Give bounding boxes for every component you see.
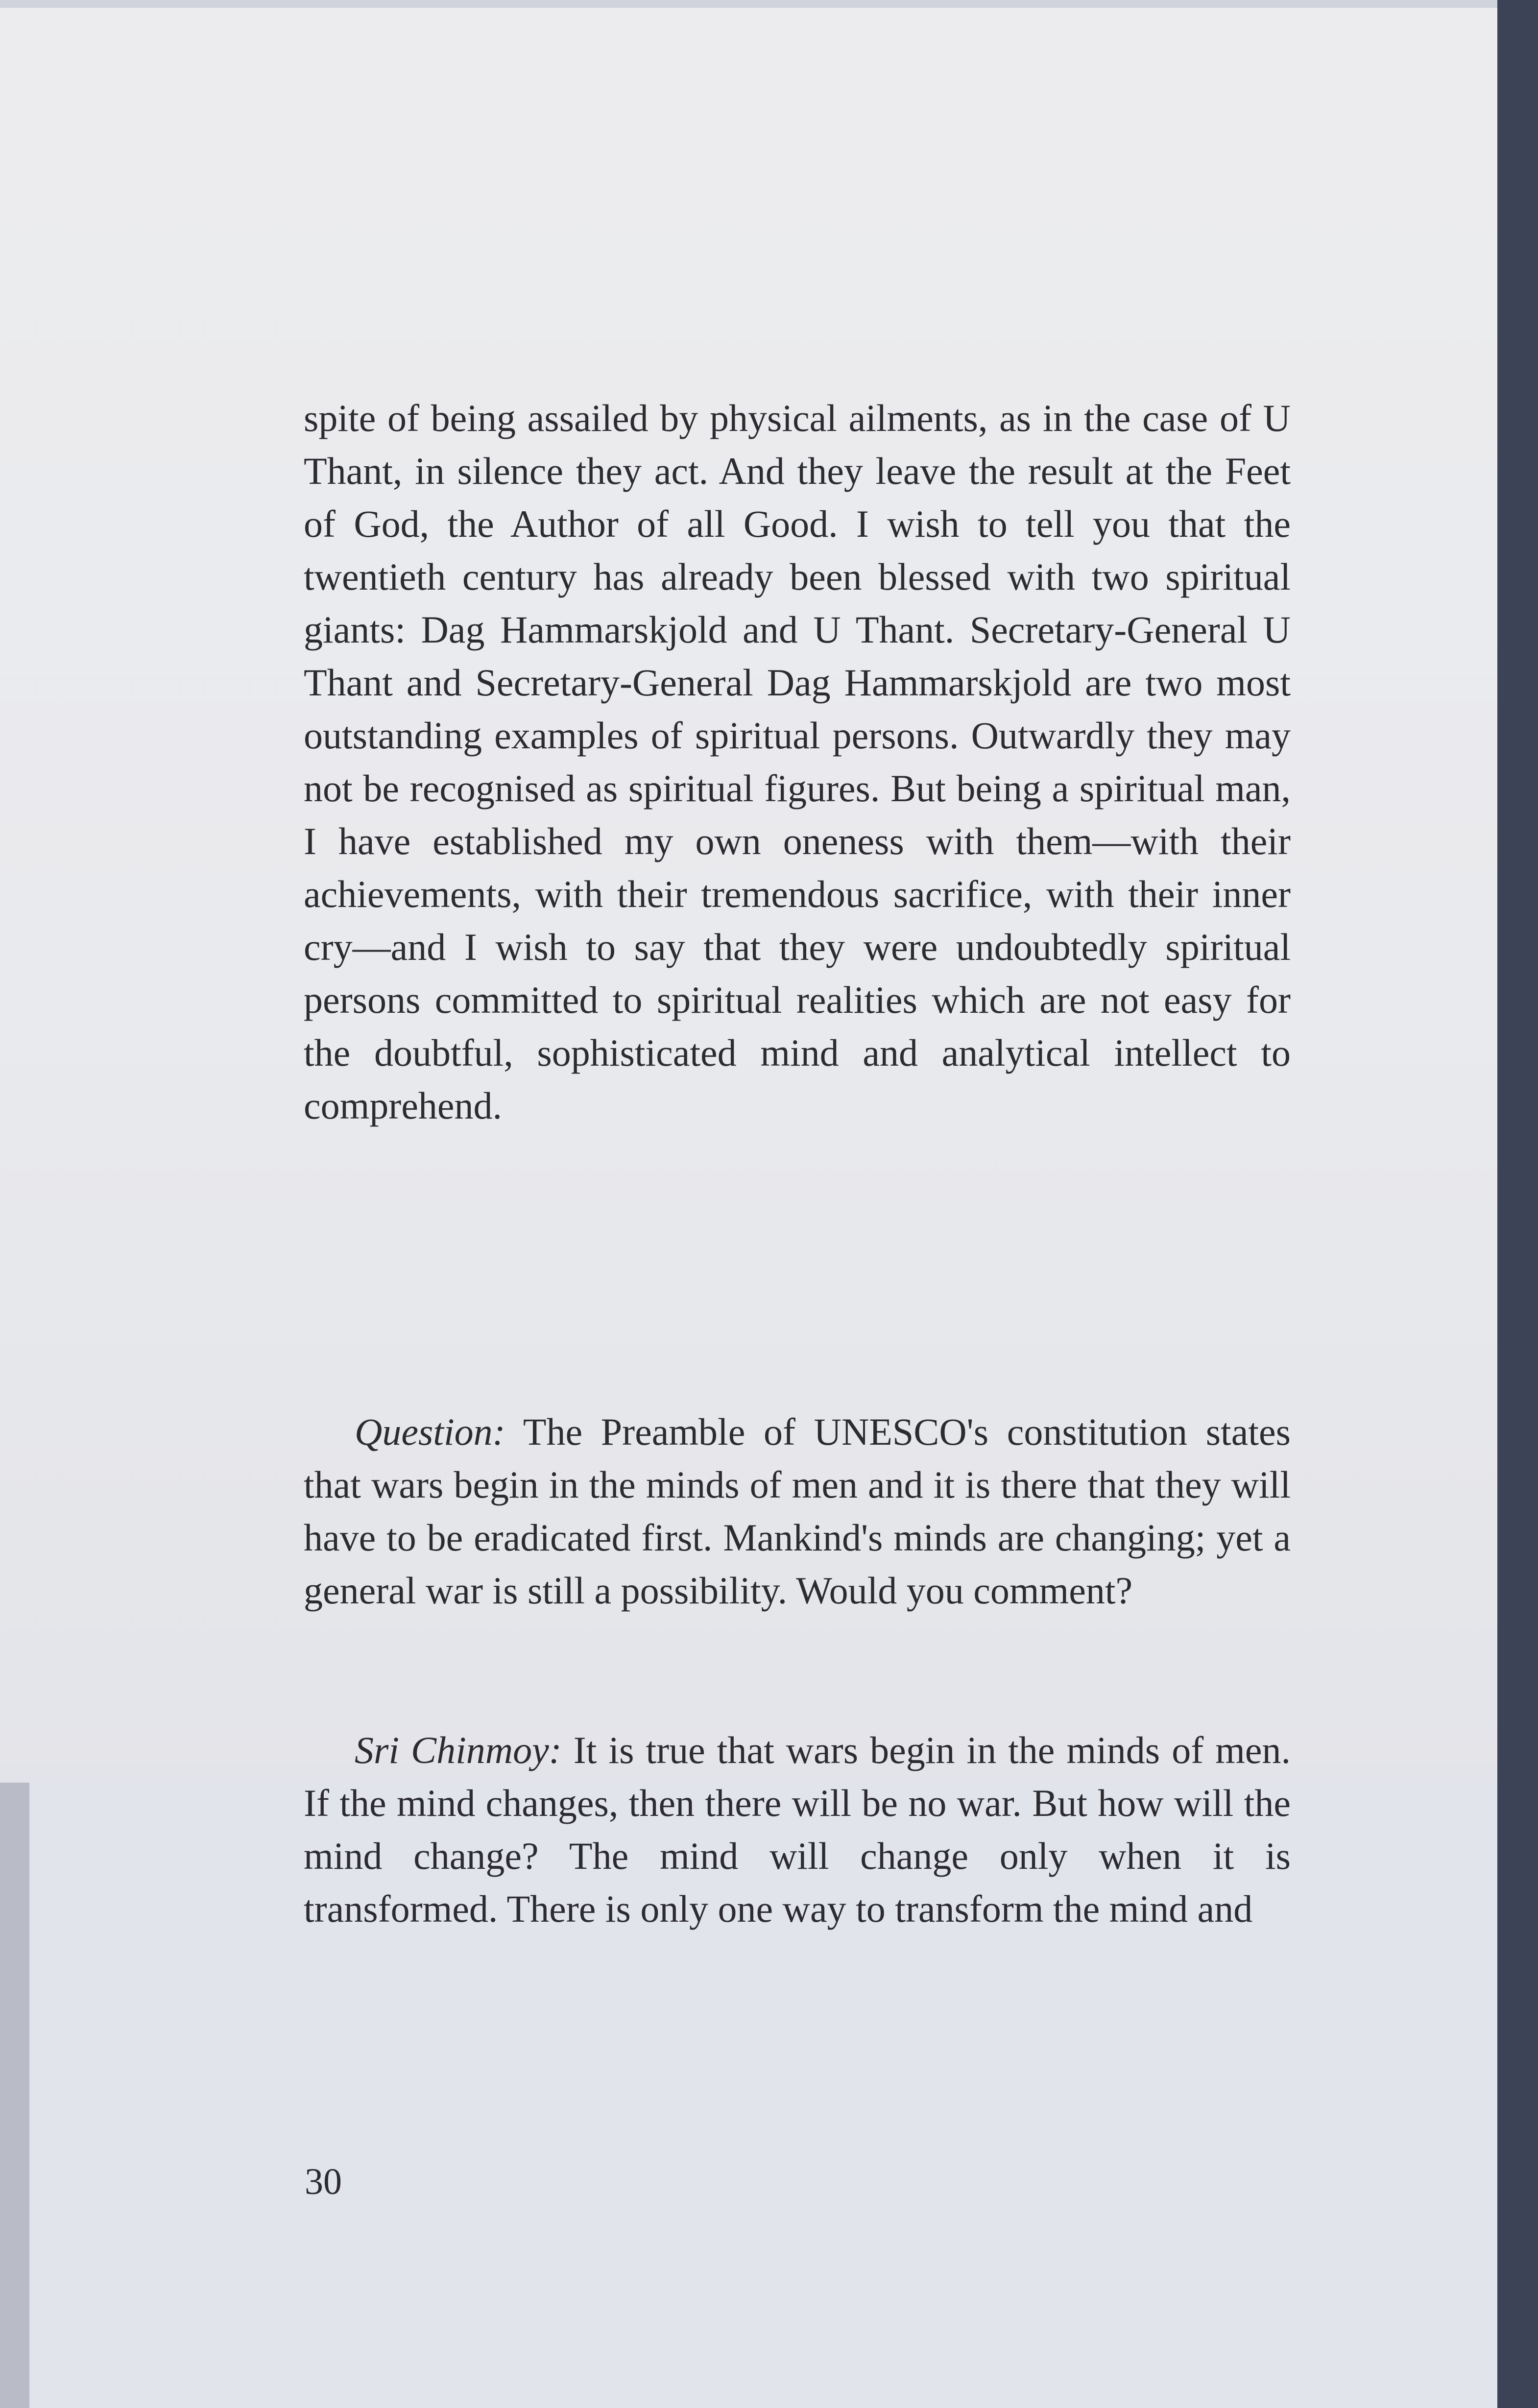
- speaker-label-question: Question:: [355, 1410, 505, 1453]
- paragraph-continuation: [304, 392, 1291, 1132]
- page-number: 30: [305, 2161, 342, 2202]
- paragraph-answer: [304, 1724, 1291, 1935]
- paragraph-text: The Preamble of UNESCO's constitution states that wars begin in the minds of men and it is there that they will have to be eradicated first. Mankind's minds are changing; yet a general war is still a possibility. Would you comment?: [304, 1410, 1291, 1612]
- scan-border-left: [0, 1783, 29, 2408]
- scan-border-right: [1497, 0, 1538, 2408]
- speaker-label-answer: Sri Chinmoy:: [355, 1729, 562, 1771]
- paragraph-text: It is true that wars begin in the minds of men. If the mind changes, then there will be no war. But how will the mind change? The mind will change only when it is transformed. There is only one way to transform the mind and: [304, 1729, 1291, 1930]
- paragraph-question: [304, 1406, 1291, 1617]
- paragraph-text: spite of being assailed by physical ailments, as in the case of U Thant, in silence they act. And they leave the result at the Feet of God, the Author of all Good. I wish to tell you that the twentieth century has already been blessed with two spiritual giants: Dag Hammarskjold and U Thant. Secretary-General U Thant and Secretary-General Dag Hammarskjold are two most outstanding examples of spiritual persons. Outwardly they may not be recognised as spiritual figures. But being a spiritual man, I have established my own oneness with them—with their achievements, with their tremendous sacrifice, with their inner cry—and I wish to say that they were undoubtedly spiritual persons committed to spiritual realities which are not easy for the doubtful, sophisticated mind and analytical intellect to comprehend.: [304, 397, 1291, 1127]
- scan-border-top: [0, 0, 1538, 8]
